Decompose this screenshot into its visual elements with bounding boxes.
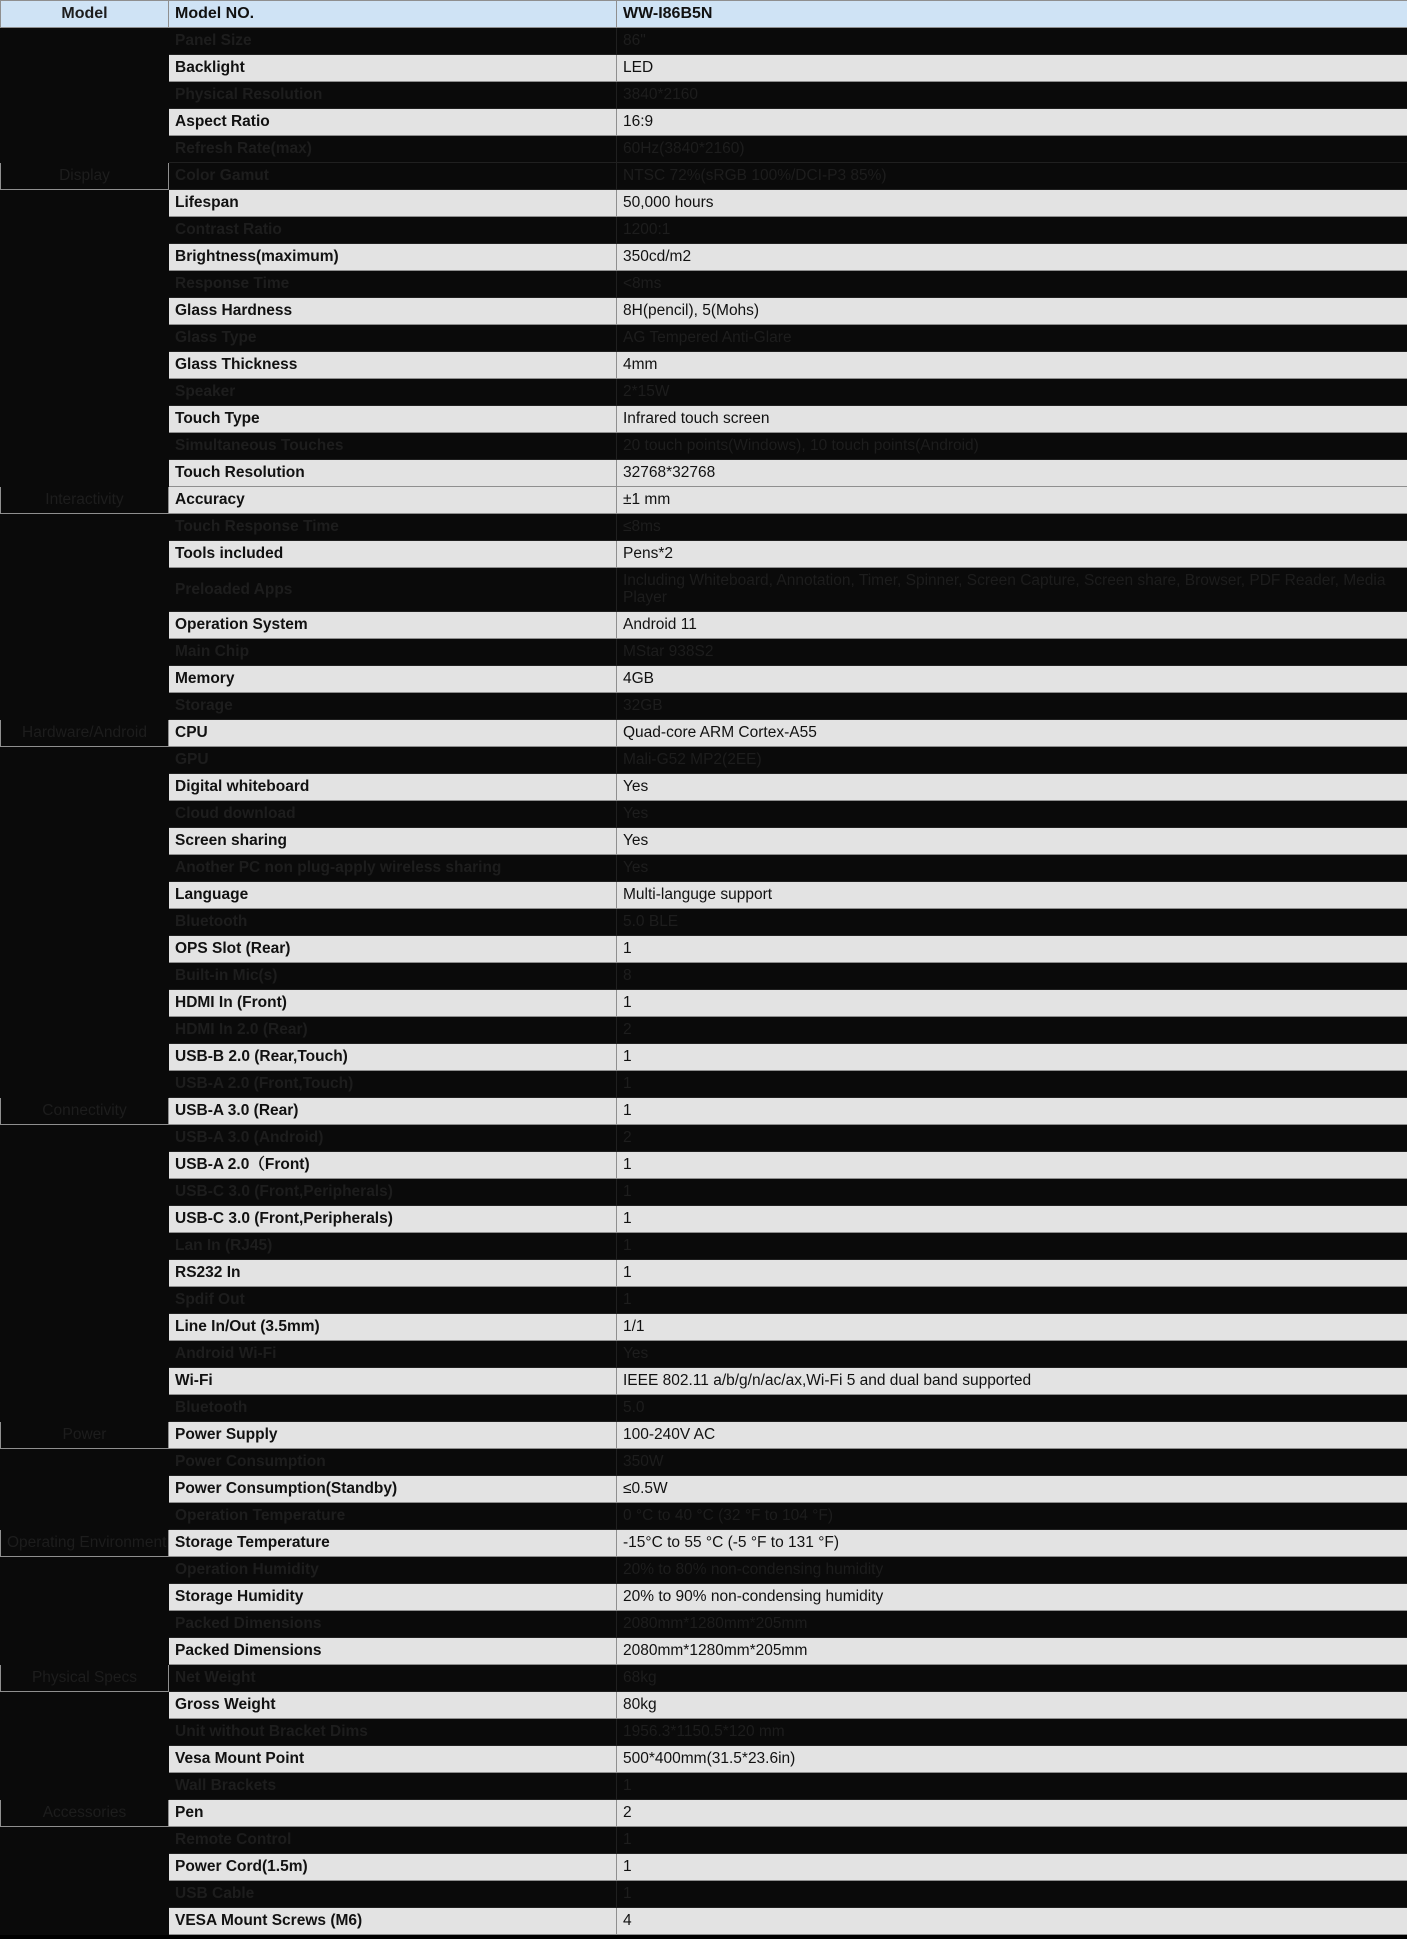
spec-name: Another PC non plug-apply wireless sharing — [169, 855, 617, 882]
spec-name: Power Consumption — [169, 1449, 617, 1476]
spec-name: Power Cord(1.5m) — [169, 1854, 617, 1881]
spec-value: 1 — [617, 1179, 1407, 1206]
spec-value: 16:9 — [617, 109, 1407, 136]
table-row — [1, 136, 1407, 163]
category-spacer — [1, 568, 169, 612]
spec-value: 1 — [617, 1287, 1407, 1314]
spec-value: <8ms — [617, 271, 1407, 298]
spec-value: 100-240V AC — [617, 1422, 1407, 1449]
category-label-system: Hardware/Android — [1, 720, 169, 747]
spec-name: USB-C 3.0 (Front,Peripherals) — [169, 1206, 617, 1233]
spec-name: Storage Temperature — [169, 1530, 617, 1557]
spec-name: Built-in Mic(s) — [169, 963, 617, 990]
category-spacer — [1, 1449, 169, 1476]
category-spacer — [1, 28, 169, 55]
category-spacer — [1, 1611, 169, 1638]
spec-value: 2 — [617, 1017, 1407, 1044]
spec-name: Unit without Bracket Dims — [169, 1719, 617, 1746]
spec-name: Operation Humidity — [169, 1557, 617, 1584]
table-row — [1, 639, 1407, 666]
table-row — [1, 1287, 1407, 1314]
category-spacer — [1, 936, 169, 963]
spec-name: Main Chip — [169, 639, 617, 666]
category-spacer — [1, 55, 169, 82]
category-spacer — [1, 774, 169, 801]
spec-name: Language — [169, 882, 617, 909]
spec-value: 1 — [617, 1044, 1407, 1071]
spec-name: Tools included — [169, 541, 617, 568]
table-row — [1, 1746, 1407, 1773]
spec-value: ≤8ms — [617, 514, 1407, 541]
table-row — [1, 1017, 1407, 1044]
table-row — [1, 1584, 1407, 1611]
spec-name: VESA Mount Screws (M6) — [169, 1908, 617, 1935]
spec-name: Bluetooth — [169, 1395, 617, 1422]
table-row — [1, 271, 1407, 298]
spec-value: 20% to 80% non-condensing humidity — [617, 1557, 1407, 1584]
spec-value: MStar 938S2 — [617, 639, 1407, 666]
spec-name: Brightness(maximum) — [169, 244, 617, 271]
category-spacer — [1, 1233, 169, 1260]
category-label-physical: Physical Specs — [1, 1665, 169, 1692]
spec-value: 2*15W — [617, 379, 1407, 406]
spec-value: AG Tempered Anti-Glare — [617, 325, 1407, 352]
table-row — [1, 1422, 1407, 1449]
table-row — [1, 1557, 1407, 1584]
category-label-power: Power — [1, 1422, 169, 1449]
spec-name: USB-C 3.0 (Front,Peripherals) — [169, 1179, 617, 1206]
spec-name: Operation Temperature — [169, 1503, 617, 1530]
table-row — [1, 774, 1407, 801]
table-row — [1, 1341, 1407, 1368]
spec-value: 32768*32768 — [617, 460, 1407, 487]
table-row — [1, 1773, 1407, 1800]
spec-name: USB-A 3.0 (Rear) — [169, 1098, 617, 1125]
table-row — [1, 747, 1407, 774]
category-spacer — [1, 909, 169, 936]
spec-value: 32GB — [617, 693, 1407, 720]
spec-value: 1 — [617, 1854, 1407, 1881]
spec-value: 60Hz(3840*2160) — [617, 136, 1407, 163]
table-row — [1, 693, 1407, 720]
spec-value: 1956.3*1150.5*120 mm — [617, 1719, 1407, 1746]
table-row — [1, 828, 1407, 855]
spec-name: USB Cable — [169, 1881, 617, 1908]
spec-name: USB-A 2.0（Front) — [169, 1152, 617, 1179]
table-row — [1, 244, 1407, 271]
category-spacer — [1, 882, 169, 909]
category-spacer — [1, 190, 169, 217]
table-row — [1, 1530, 1407, 1557]
header-model-value: WW-I86B5N — [617, 1, 1407, 28]
spec-name: CPU — [169, 720, 617, 747]
spec-name: Screen sharing — [169, 828, 617, 855]
spec-name: OPS Slot (Rear) — [169, 936, 617, 963]
category-spacer — [1, 82, 169, 109]
category-spacer — [1, 747, 169, 774]
category-spacer — [1, 1719, 169, 1746]
category-spacer — [1, 1368, 169, 1395]
spec-name: GPU — [169, 747, 617, 774]
category-spacer — [1, 1476, 169, 1503]
category-spacer — [1, 612, 169, 639]
table-row — [1, 1665, 1407, 1692]
table-row — [1, 1152, 1407, 1179]
table-row — [1, 1179, 1407, 1206]
category-spacer — [1, 1503, 169, 1530]
table-row — [1, 1827, 1407, 1854]
category-spacer — [1, 1125, 169, 1152]
spec-value: 2080mm*1280mm*205mm — [617, 1638, 1407, 1665]
category-spacer — [1, 1881, 169, 1908]
table-row — [1, 541, 1407, 568]
spec-name: HDMI In 2.0 (Rear) — [169, 1017, 617, 1044]
spec-name: HDMI In (Front) — [169, 990, 617, 1017]
spec-value: 4 — [617, 1908, 1407, 1935]
table-row — [1, 1638, 1407, 1665]
spec-value: 2 — [617, 1800, 1407, 1827]
table-row — [1, 1044, 1407, 1071]
spec-value: 5.0 — [617, 1395, 1407, 1422]
spec-name: Simultaneous Touches — [169, 433, 617, 460]
table-row — [1, 1206, 1407, 1233]
spec-value: LED — [617, 55, 1407, 82]
spec-value: 1 — [617, 1098, 1407, 1125]
spec-value: Mali-G52 MP2(2EE) — [617, 747, 1407, 774]
table-row — [1, 55, 1407, 82]
table-row — [1, 352, 1407, 379]
spec-name: Remote Control — [169, 1827, 617, 1854]
spec-value: 2 — [617, 1125, 1407, 1152]
category-spacer — [1, 1746, 169, 1773]
spec-value: 20 touch points(Windows), 10 touch points(Android) — [617, 433, 1407, 460]
spec-name: Backlight — [169, 55, 617, 82]
spec-value: Yes — [617, 855, 1407, 882]
spec-value: 1 — [617, 1260, 1407, 1287]
spec-name: Digital whiteboard — [169, 774, 617, 801]
category-spacer — [1, 1638, 169, 1665]
spec-value: 4GB — [617, 666, 1407, 693]
table-row — [1, 1368, 1407, 1395]
spec-name: Preloaded Apps — [169, 568, 617, 612]
spec-name: Power Supply — [169, 1422, 617, 1449]
spec-value: 1 — [617, 1206, 1407, 1233]
category-spacer — [1, 271, 169, 298]
table-row — [1, 720, 1407, 747]
category-spacer — [1, 693, 169, 720]
header-model-no: Model NO. — [169, 1, 617, 28]
spec-value: 1 — [617, 1881, 1407, 1908]
spec-name: Wi-Fi — [169, 1368, 617, 1395]
spec-name: Touch Type — [169, 406, 617, 433]
spec-value: 0 °C to 40 °C (32 °F to 104 °F) — [617, 1503, 1407, 1530]
spec-value: 500*400mm(31.5*23.6in) — [617, 1746, 1407, 1773]
table-row — [1, 1233, 1407, 1260]
spec-name: Net Weight — [169, 1665, 617, 1692]
table-row — [1, 1692, 1407, 1719]
spec-name: USB-B 2.0 (Rear,Touch) — [169, 1044, 617, 1071]
spec-name: Physical Resolution — [169, 82, 617, 109]
category-spacer — [1, 1071, 169, 1098]
spec-name: Accuracy — [169, 487, 617, 514]
category-spacer — [1, 514, 169, 541]
table-row — [1, 379, 1407, 406]
category-spacer — [1, 1854, 169, 1881]
table-row — [1, 487, 1407, 514]
category-spacer — [1, 298, 169, 325]
category-spacer — [1, 1044, 169, 1071]
spec-name: Gross Weight — [169, 1692, 617, 1719]
category-spacer — [1, 1827, 169, 1854]
category-spacer — [1, 1179, 169, 1206]
spec-name: Response Time — [169, 271, 617, 298]
category-spacer — [1, 406, 169, 433]
table-row — [1, 1908, 1407, 1935]
spec-value: 1 — [617, 1233, 1407, 1260]
category-spacer — [1, 1584, 169, 1611]
spec-value: Yes — [617, 774, 1407, 801]
category-spacer — [1, 244, 169, 271]
table-row — [1, 325, 1407, 352]
category-spacer — [1, 352, 169, 379]
spec-name: Memory — [169, 666, 617, 693]
category-spacer — [1, 990, 169, 1017]
category-spacer — [1, 1260, 169, 1287]
spec-value: 1 — [617, 1827, 1407, 1854]
table-row — [1, 1125, 1407, 1152]
spec-value: 4mm — [617, 352, 1407, 379]
spec-value: 1 — [617, 936, 1407, 963]
spec-value: 2080mm*1280mm*205mm — [617, 1611, 1407, 1638]
spec-name: Operation System — [169, 612, 617, 639]
table-row — [1, 801, 1407, 828]
category-spacer — [1, 1692, 169, 1719]
table-row — [1, 163, 1407, 190]
category-spacer — [1, 1341, 169, 1368]
spec-value: 350cd/m2 — [617, 244, 1407, 271]
category-spacer — [1, 1287, 169, 1314]
spec-name: Speaker — [169, 379, 617, 406]
table-row — [1, 82, 1407, 109]
category-spacer — [1, 1395, 169, 1422]
spec-value: Yes — [617, 801, 1407, 828]
spec-name: Aspect Ratio — [169, 109, 617, 136]
category-spacer — [1, 109, 169, 136]
spec-name: Panel Size — [169, 28, 617, 55]
spec-value: 8H(pencil), 5(Mohs) — [617, 298, 1407, 325]
table-row — [1, 612, 1407, 639]
table-row — [1, 514, 1407, 541]
table-row — [1, 1260, 1407, 1287]
table-row — [1, 1800, 1407, 1827]
spec-value: 1 — [617, 1773, 1407, 1800]
category-spacer — [1, 541, 169, 568]
spec-value: 1 — [617, 1071, 1407, 1098]
spec-value: 8 — [617, 963, 1407, 990]
table-row — [1, 406, 1407, 433]
spec-name: Android Wi-Fi — [169, 1341, 617, 1368]
category-spacer — [1, 217, 169, 244]
table-row — [1, 433, 1407, 460]
category-spacer — [1, 1557, 169, 1584]
table-row — [1, 666, 1407, 693]
category-label-accessories: Accessories — [1, 1800, 169, 1827]
spec-value: Android 11 — [617, 612, 1407, 639]
spec-name: Power Consumption(Standby) — [169, 1476, 617, 1503]
spec-name: Cloud download — [169, 801, 617, 828]
spec-value: Yes — [617, 1341, 1407, 1368]
spec-value: 50,000 hours — [617, 190, 1407, 217]
table-row — [1, 568, 1407, 612]
spec-value: Yes — [617, 828, 1407, 855]
spec-name: Storage — [169, 693, 617, 720]
table-row — [1, 109, 1407, 136]
spec-value: Including Whiteboard, Annotation, Timer, Spinner, Screen Capture, Screen share, Browser, PDF Reader, Media Player — [617, 568, 1407, 612]
spec-name: Color Gamut — [169, 163, 617, 190]
table-row — [1, 1314, 1407, 1341]
table-row — [1, 1503, 1407, 1530]
spec-name: RS232 In — [169, 1260, 617, 1287]
spec-name: Glass Thickness — [169, 352, 617, 379]
category-label-operating: Operating Environment — [1, 1530, 169, 1557]
spec-value: ≤0.5W — [617, 1476, 1407, 1503]
spec-value: Multi-languge support — [617, 882, 1407, 909]
table-row — [1, 936, 1407, 963]
spec-value: Infrared touch screen — [617, 406, 1407, 433]
spec-name: Line In/Out (3.5mm) — [169, 1314, 617, 1341]
table-row — [1, 1395, 1407, 1422]
category-spacer — [1, 1017, 169, 1044]
spec-name: Touch Resolution — [169, 460, 617, 487]
spec-name: Lan In (RJ45) — [169, 1233, 617, 1260]
spec-value: NTSC 72%(sRGB 100%/DCI-P3 85%) — [617, 163, 1407, 190]
spec-name: Storage Humidity — [169, 1584, 617, 1611]
table-row — [1, 1854, 1407, 1881]
spec-value: Quad-core ARM Cortex-A55 — [617, 720, 1407, 747]
spec-name: Packed Dimensions — [169, 1611, 617, 1638]
table-row — [1, 1449, 1407, 1476]
table-row — [1, 1611, 1407, 1638]
category-label-connectivity: Connectivity — [1, 1098, 169, 1125]
spec-name: USB-A 3.0 (Android) — [169, 1125, 617, 1152]
table-row — [1, 460, 1407, 487]
category-spacer — [1, 379, 169, 406]
spec-value: 1/1 — [617, 1314, 1407, 1341]
spec-value: 1200:1 — [617, 217, 1407, 244]
category-spacer — [1, 1314, 169, 1341]
category-spacer — [1, 433, 169, 460]
spec-name: Glass Hardness — [169, 298, 617, 325]
table-row — [1, 1719, 1407, 1746]
spec-value: Pens*2 — [617, 541, 1407, 568]
category-spacer — [1, 801, 169, 828]
spec-name: Touch Response Time — [169, 514, 617, 541]
spec-name: Lifespan — [169, 190, 617, 217]
spec-name: Spdif Out — [169, 1287, 617, 1314]
table-row — [1, 28, 1407, 55]
category-spacer — [1, 1152, 169, 1179]
spec-name: Bluetooth — [169, 909, 617, 936]
category-spacer — [1, 666, 169, 693]
spec-value: 86" — [617, 28, 1407, 55]
table-row — [1, 963, 1407, 990]
table-row — [1, 855, 1407, 882]
category-spacer — [1, 325, 169, 352]
spec-value: 1 — [617, 990, 1407, 1017]
category-spacer — [1, 1908, 169, 1935]
category-spacer — [1, 1206, 169, 1233]
spec-name: Pen — [169, 1800, 617, 1827]
table-row — [1, 1098, 1407, 1125]
table-row — [1, 1476, 1407, 1503]
category-spacer — [1, 1773, 169, 1800]
category-spacer — [1, 136, 169, 163]
table-row — [1, 1071, 1407, 1098]
category-label-display: Display — [1, 163, 169, 190]
table-row — [1, 298, 1407, 325]
table-row — [1, 217, 1407, 244]
spec-value: 1 — [617, 1152, 1407, 1179]
category-spacer — [1, 639, 169, 666]
category-spacer — [1, 855, 169, 882]
header-category: Model — [1, 1, 169, 28]
spec-name: Wall Brackets — [169, 1773, 617, 1800]
spec-value: 350W — [617, 1449, 1407, 1476]
spec-name: Glass Type — [169, 325, 617, 352]
spec-name: Vesa Mount Point — [169, 1746, 617, 1773]
table-row — [1, 190, 1407, 217]
category-spacer — [1, 460, 169, 487]
spec-name: Packed Dimensions — [169, 1638, 617, 1665]
spec-value: 20% to 90% non-condensing humidity — [617, 1584, 1407, 1611]
table-row — [1, 990, 1407, 1017]
category-label-interactivity: Interactivity — [1, 487, 169, 514]
category-spacer — [1, 828, 169, 855]
spec-name: Contrast Ratio — [169, 217, 617, 244]
spec-value: IEEE 802.11 a/b/g/n/ac/ax,Wi-Fi 5 and dual band supported — [617, 1368, 1407, 1395]
spec-value: 3840*2160 — [617, 82, 1407, 109]
specifications-body — [1, 1, 1407, 1935]
table-row — [1, 882, 1407, 909]
spec-name: USB-A 2.0 (Front,Touch) — [169, 1071, 617, 1098]
table-header-row — [1, 1, 1407, 28]
spec-value: ±1 mm — [617, 487, 1407, 514]
category-spacer — [1, 963, 169, 990]
spec-value: 68kg — [617, 1665, 1407, 1692]
spec-value: 5.0 BLE — [617, 909, 1407, 936]
spec-value: 80kg — [617, 1692, 1407, 1719]
table-row — [1, 1881, 1407, 1908]
spec-value: -15°C to 55 °C (-5 °F to 131 °F) — [617, 1530, 1407, 1557]
spec-name: Refresh Rate(max) — [169, 136, 617, 163]
table-row — [1, 909, 1407, 936]
